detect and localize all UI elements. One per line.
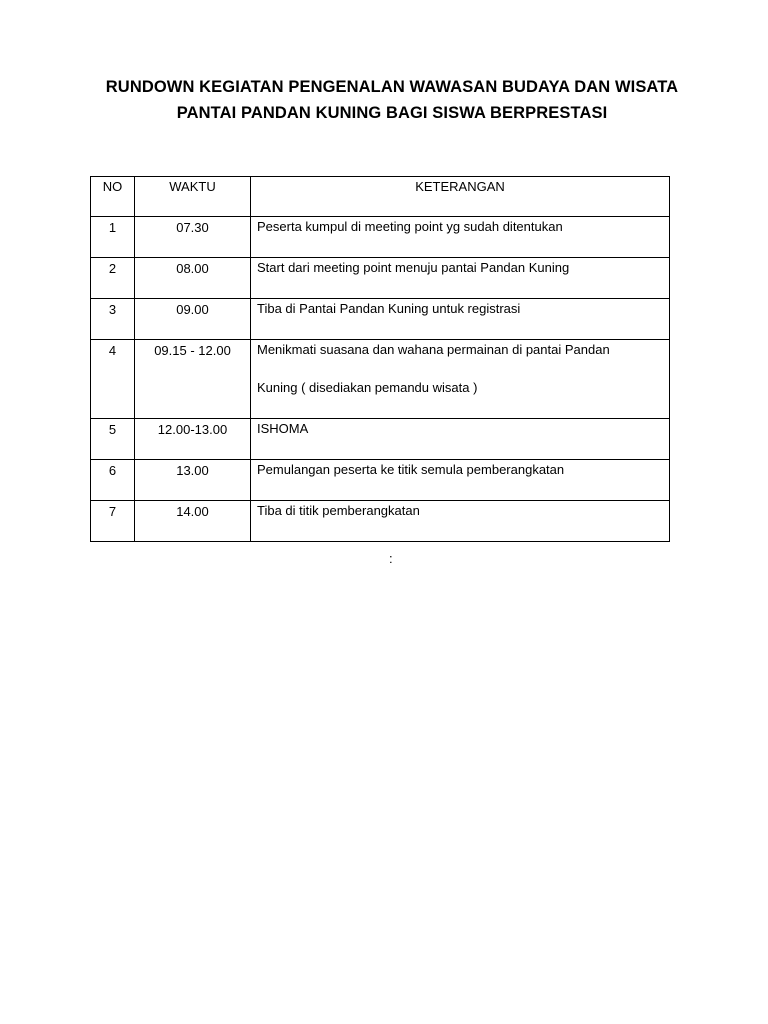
row-description-text: Start dari meeting point menuju pantai Pandan Kuning [257, 260, 570, 275]
row-no: 4 [91, 340, 135, 419]
row-description-text: Peserta kumpul di meeting point yg sudah ditentukan [257, 219, 563, 234]
row-no: 5 [91, 419, 135, 460]
header-no: NO [91, 177, 135, 217]
document-title [60, 74, 724, 126]
row-description [251, 340, 670, 419]
colon-mark: : [389, 551, 393, 566]
row-description-text: ISHOMA [257, 421, 309, 436]
row-time: 14.00 [135, 501, 251, 542]
table-row [91, 501, 670, 542]
row-no: 2 [91, 258, 135, 299]
header-time: WAKTU [135, 177, 251, 217]
document-title-line-2: PANTAI PANDAN KUNING BAGI SISWA BERPRESTASI [176, 104, 608, 122]
table-row [91, 340, 670, 419]
row-time: 12.00-13.00 [135, 419, 251, 460]
row-no: 6 [91, 460, 135, 501]
document-title-line-1: RUNDOWN KEGIATAN PENGENALAN WAWASAN BUDAYA DAN WISATA [105, 78, 679, 96]
row-description-text: Pemulangan peserta ke titik semula pemberangkatan [257, 462, 565, 477]
row-description [251, 501, 670, 542]
header-description: KETERANGAN [251, 177, 670, 217]
row-description-text: Menikmati suasana dan wahana permainan di pantai Pandan [257, 342, 610, 357]
row-time: 08.00 [135, 258, 251, 299]
row-description-text-continued: Kuning ( disediakan pemandu wisata ) [257, 380, 478, 395]
row-time: 07.30 [135, 217, 251, 258]
row-no: 3 [91, 299, 135, 340]
row-time: 13.00 [135, 460, 251, 501]
row-no: 1 [91, 217, 135, 258]
row-description-text: Tiba di Pantai Pandan Kuning untuk registrasi [257, 301, 521, 316]
row-no: 7 [91, 501, 135, 542]
rundown-table [90, 176, 670, 542]
row-time: 09.00 [135, 299, 251, 340]
row-time: 09.15 - 12.00 [135, 340, 251, 419]
row-description-text: Tiba di titik pemberangkatan [257, 503, 420, 518]
